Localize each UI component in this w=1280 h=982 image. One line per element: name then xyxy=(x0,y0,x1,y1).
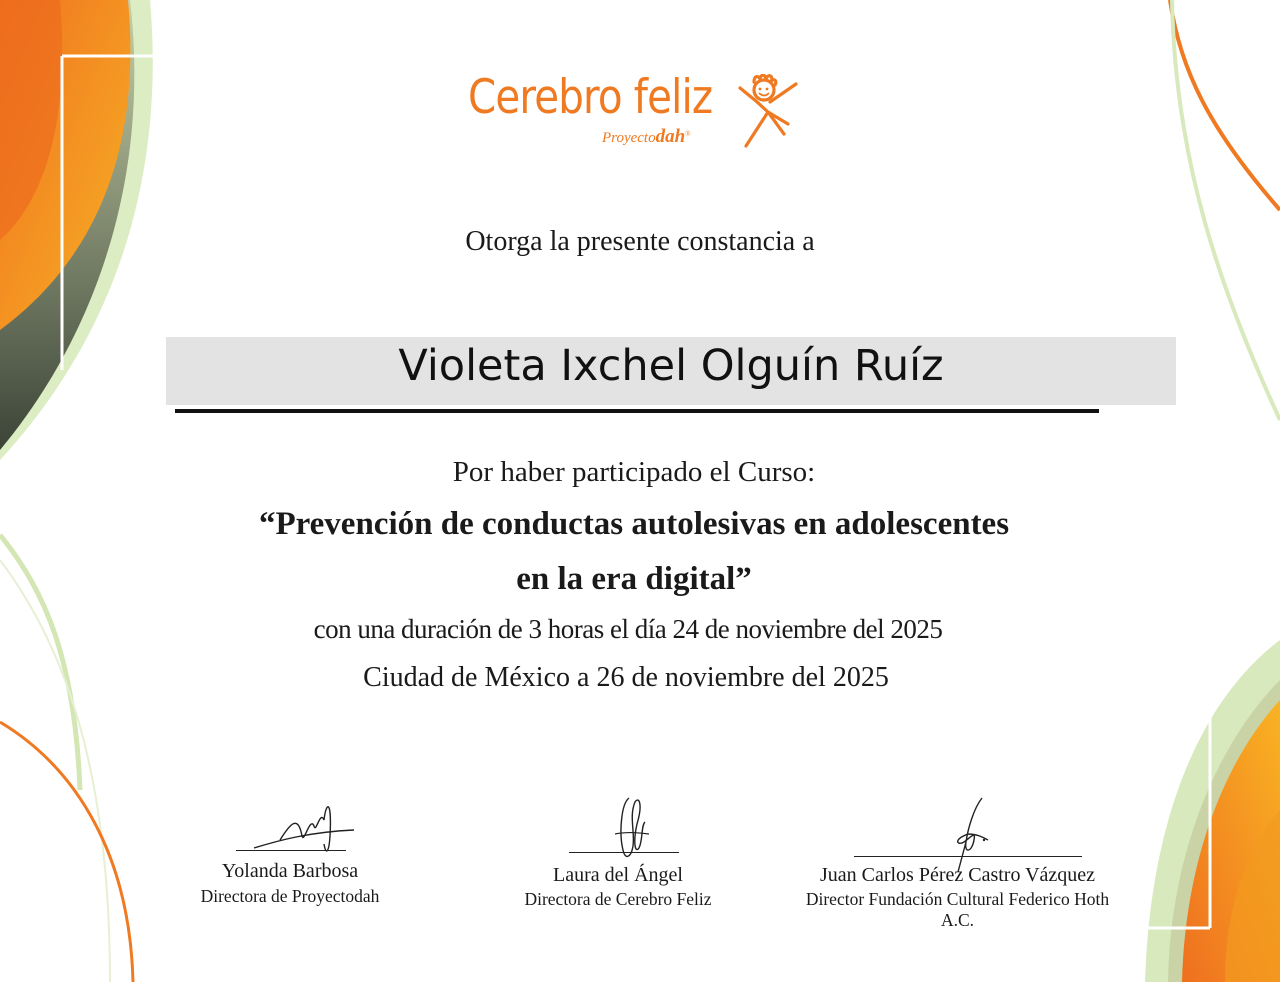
signatory-name: Juan Carlos Pérez Castro Vázquez xyxy=(819,864,1096,886)
signatory-name: Yolanda Barbosa xyxy=(221,860,359,882)
logo-subtitle xyxy=(602,126,691,148)
course-lead-text: Por haber participado el Curso: xyxy=(452,456,816,488)
signature-block-juan-carlos xyxy=(780,790,1140,940)
signature-block-laura xyxy=(503,790,723,920)
signature-juan-carlos xyxy=(938,794,1018,874)
signatory-role: Directora de Proyectodah xyxy=(200,886,380,906)
recipient-name: Violeta Ixchel Olguín Ruíz xyxy=(398,341,944,391)
logo-subtitle-bold: dah xyxy=(655,126,686,147)
recipient-underline xyxy=(175,409,1099,413)
right-orange-thin-arc xyxy=(1170,0,1280,210)
cerebro-feliz-logo xyxy=(468,70,808,160)
logo-registered-mark: ® xyxy=(685,130,691,138)
place-and-date: Ciudad de México a 26 de noviembre del 2025 xyxy=(363,662,889,693)
signatory-name: Laura del Ángel xyxy=(553,864,683,886)
course-title-line2: en la era digital” xyxy=(516,561,752,597)
left-orange-thin-arc xyxy=(0,722,133,982)
signature-yolanda xyxy=(250,796,360,858)
course-duration: con una duración de 3 horas el día 24 de noviembre del 2025 xyxy=(313,614,943,644)
logo-wordmark: Cerebro feliz xyxy=(468,70,713,125)
signature-block-yolanda xyxy=(180,790,400,920)
signatory-role: Director Fundación Cultural Federico Hoth xyxy=(805,889,1110,909)
happy-child-figure-icon xyxy=(736,74,802,154)
signature-laura xyxy=(599,794,659,870)
signature-line xyxy=(854,856,1082,857)
signature-line xyxy=(569,852,679,853)
signatory-role: Directora de Cerebro Feliz xyxy=(524,889,712,909)
signatory-role-suffix: A.C. xyxy=(940,910,975,930)
course-title-line1: “Prevención de conductas autolesivas en adolescentes xyxy=(258,506,1010,542)
signature-line xyxy=(236,850,346,851)
logo-subtitle-prefix: Proyecto xyxy=(602,130,656,146)
intro-text: Otorga la presente constancia a xyxy=(465,226,815,257)
right-green-thin-arc xyxy=(1172,0,1280,420)
